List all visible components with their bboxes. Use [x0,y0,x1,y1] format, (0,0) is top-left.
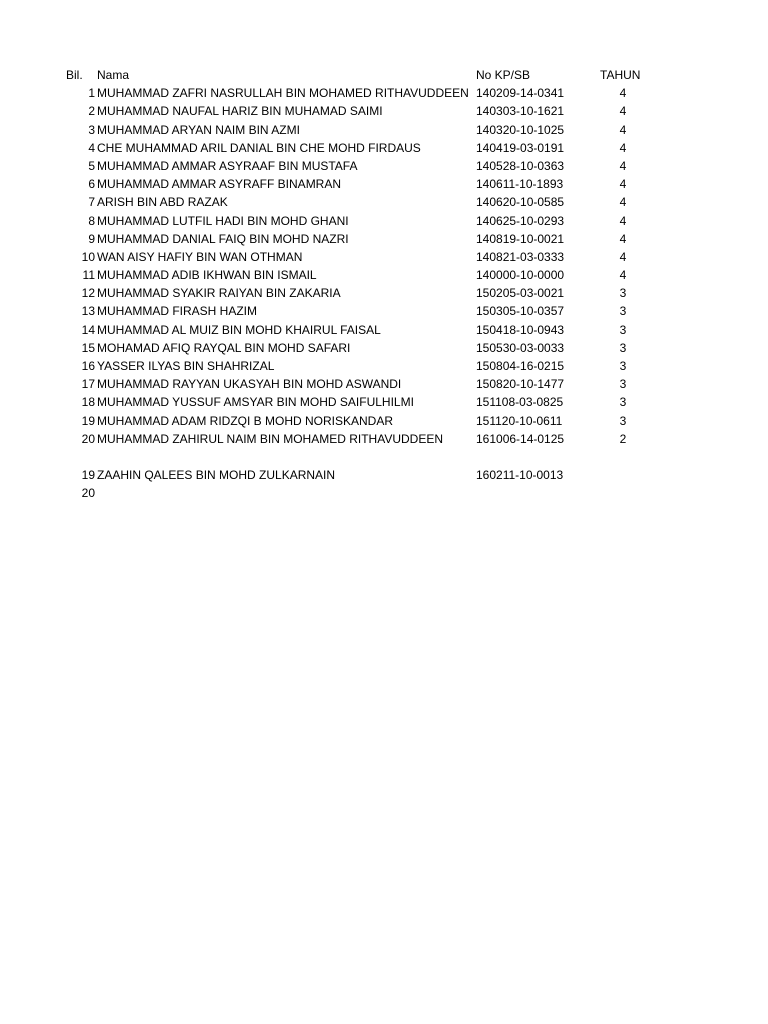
table-row [0,139,768,157]
cell-tahun: 4 [619,122,627,137]
cell-bil: 12 [81,286,95,301]
header-tahun: TAHUN [600,68,641,82]
header-kp: No KP/SB [476,68,531,82]
cell-nama [97,484,475,502]
header-nama: Nama [97,68,130,82]
table-row [0,357,768,375]
cell-tahun: 3 [619,377,627,392]
cell-bil: 14 [81,322,95,337]
cell-nama: MUHAMMAD FIRASH HAZIM [97,304,257,319]
cell-nama: MUHAMMAD ZAFRI NASRULLAH BIN MOHAMED RITHAVUDDEEN [97,86,469,101]
cell-kp: 140209-14-0341 [476,86,565,101]
cell-kp: 140821-03-0333 [476,249,565,264]
cell-nama: MUHAMMAD AL MUIZ BIN MOHD KHAIRUL FAISAL [97,322,381,337]
table-row [0,484,768,502]
cell-bil: 20 [81,486,95,501]
cell-kp: 150205-03-0021 [476,286,565,301]
cell-bil: 5 [88,158,95,173]
cell-kp: 161006-14-0125 [476,431,565,446]
cell-tahun: 4 [619,268,627,283]
header-bil: Bil. [66,68,83,82]
cell-tahun: 4 [619,104,627,119]
table-row [0,266,768,284]
cell-nama: YASSER ILYAS BIN SHAHRIZAL [97,359,275,373]
cell-kp: 140625-10-0293 [476,213,565,228]
cell-bil: 16 [81,359,95,373]
cell-tahun: 4 [619,249,627,264]
table-row [0,157,768,175]
table-row [0,302,768,320]
table-row [0,412,768,430]
cell-tahun: 3 [619,413,627,428]
cell-kp: 151120-10-0611 [476,413,563,428]
table-row [0,284,768,302]
cell-nama: MUHAMMAD SYAKIR RAIYAN BIN ZAKARIA [97,286,341,301]
cell-tahun: 4 [619,140,627,155]
cell-bil: 4 [88,140,95,155]
header-row [0,66,768,84]
cell-bil: 19 [81,467,95,482]
cell-kp: 140303-10-1621 [476,104,565,119]
cell-tahun: 3 [619,359,627,373]
cell-tahun: 3 [619,340,627,355]
cell-nama: MUHAMMAD YUSSUF AMSYAR BIN MOHD SAIFULHILMI [97,395,414,410]
table-row [0,193,768,211]
cell-kp: 150804-16-0215 [476,359,565,373]
cell-tahun [590,484,656,502]
cell-nama: MUHAMMAD AMMAR ASYRAFF BINAMRAN [97,177,342,192]
cell-tahun: 3 [619,304,627,319]
cell-nama: MUHAMMAD LUTFIL HADI BIN MOHD GHANI [97,213,349,228]
cell-bil: 15 [81,340,95,355]
table-row [0,84,768,102]
cell-nama: MUHAMMAD ADAM RIDZQI B MOHD NORISKANDAR [97,413,394,428]
cell-bil: 3 [88,122,95,137]
cell-tahun: 4 [619,213,627,228]
cell-tahun [590,466,656,484]
cell-kp: 140819-10-0021 [476,231,565,246]
cell-bil: 17 [81,377,95,392]
cell-bil: 7 [88,195,95,210]
table-row [0,321,768,339]
cell-bil: 10 [81,249,95,264]
cell-tahun: 4 [619,177,627,192]
cell-bil: 8 [88,213,95,228]
cell-tahun: 2 [619,431,627,446]
cell-tahun: 4 [619,195,627,210]
cell-kp: 151108-03-0825 [476,395,564,410]
cell-nama: MUHAMMAD DANIAL FAIQ BIN MOHD NAZRI [97,231,349,246]
cell-nama: CHE MUHAMMAD ARIL DANIAL BIN CHE MOHD FIRDAUS [97,140,421,155]
cell-kp: 150820-10-1477 [476,377,565,392]
cell-bil: 2 [88,104,95,119]
cell-kp: 140528-10-0363 [476,158,565,173]
cell-tahun: 4 [619,86,627,101]
cell-nama: ZAAHIN QALEES BIN MOHD ZULKARNAIN [97,467,336,482]
cell-bil: 1 [88,86,95,101]
cell-tahun: 3 [619,322,627,337]
blank-row [0,448,768,466]
cell-kp: 150530-03-0033 [476,340,565,355]
cell-kp: 140419-03-0191 [476,140,565,155]
cell-nama: MUHAMMAD AMMAR ASYRAAF BIN MUSTAFA [97,158,358,173]
cell-tahun: 4 [619,231,627,246]
cell-kp [476,484,586,502]
cell-bil: 6 [88,177,95,192]
cell-bil: 18 [81,395,95,410]
cell-nama: MUHAMMAD ZAHIRUL NAIM BIN MOHAMED RITHAVUDDEEN [97,431,444,446]
cell-nama: ARISH BIN ABD RAZAK [97,195,228,210]
cell-kp: 150418-10-0943 [476,322,565,337]
cell-nama: MUHAMMAD RAYYAN UKASYAH BIN MOHD ASWANDI [97,377,402,392]
table-row [0,175,768,193]
cell-kp: 140620-10-0585 [476,195,565,210]
cell-kp: 140000-10-0000 [476,268,565,283]
cell-nama: MUHAMMAD ARYAN NAIM BIN AZMI [97,122,300,137]
table-row [0,430,768,448]
student-list-sheet [0,66,768,502]
cell-nama: MUHAMMAD NAUFAL HARIZ BIN MUHAMAD SAIMI [97,104,383,119]
cell-tahun: 3 [619,286,627,301]
cell-bil: 20 [81,431,95,446]
cell-bil: 13 [81,304,95,319]
student-rows [0,84,768,448]
cell-nama: WAN AISY HAFIY BIN WAN OTHMAN [97,249,303,264]
table-row [0,121,768,139]
table-row [0,466,768,484]
table-row [0,375,768,393]
cell-bil: 9 [88,231,95,246]
cell-kp: 140320-10-1025 [476,122,565,137]
table-row [0,102,768,120]
table-row [0,230,768,248]
table-row [0,393,768,411]
cell-kp: 150305-10-0357 [476,304,565,319]
cell-tahun: 3 [619,395,627,410]
cell-kp: 160211-10-0013 [476,467,564,482]
cell-bil: 11 [82,268,95,283]
cell-nama: MUHAMMAD ADIB IKHWAN BIN ISMAIL [97,268,317,283]
extra-student-rows [0,466,768,502]
table-row [0,248,768,266]
table-row [0,339,768,357]
cell-tahun: 4 [619,158,627,173]
cell-bil: 19 [81,413,95,428]
table-row [0,212,768,230]
cell-nama: MOHAMAD AFIQ RAYQAL BIN MOHD SAFARI [97,340,351,355]
cell-kp: 140611-10-1893 [476,177,564,192]
